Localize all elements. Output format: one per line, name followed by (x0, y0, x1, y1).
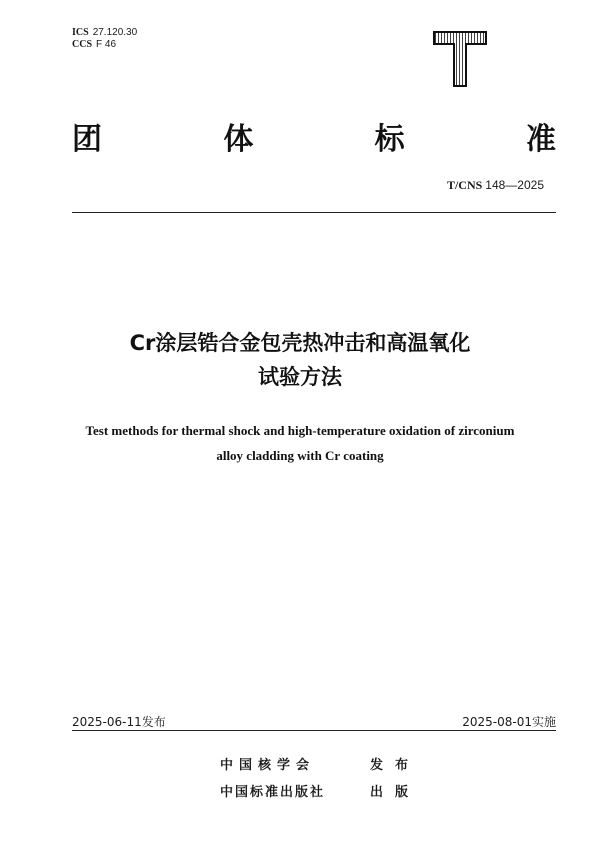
standard-number: T/CNS 148—2025 (446, 178, 544, 192)
standard-type-logo (432, 30, 488, 88)
classification-codes (72, 27, 137, 51)
top-divider (72, 212, 556, 213)
ccs-code: CCS F 46 (72, 39, 117, 50)
chinese-title (0, 326, 600, 394)
chinese-title-line1: Cr涂层锆合金包壳热冲击和高温氧化 (129, 331, 471, 355)
issuer-name: 中国核学会 (220, 758, 316, 773)
issue-date: 2025-06-11发布 (72, 715, 166, 729)
bottom-divider (72, 730, 556, 731)
english-title-line1: Test methods for thermal shock and high-temperature oxidation of zirconium (85, 423, 515, 438)
ics-code: ICS 27.120.30 (72, 27, 138, 38)
category-char: 体 (223, 122, 254, 157)
publisher-block (220, 752, 420, 806)
press-row (220, 779, 420, 806)
category-char: 准 (525, 122, 556, 157)
english-title (0, 418, 600, 468)
english-title-line2: alloy cladding with Cr coating (216, 448, 384, 463)
issuer-row (220, 752, 420, 779)
category-char: 团 (72, 122, 102, 157)
press-name: 中国标准出版社 (220, 785, 326, 800)
press-action: 出版 (370, 785, 421, 800)
chinese-title-line2: 试验方法 (258, 365, 342, 389)
category-char: 标 (374, 122, 405, 157)
implementation-date: 2025-08-01实施 (462, 715, 556, 729)
issuer-action: 发布 (370, 758, 421, 773)
standard-category (72, 122, 556, 158)
